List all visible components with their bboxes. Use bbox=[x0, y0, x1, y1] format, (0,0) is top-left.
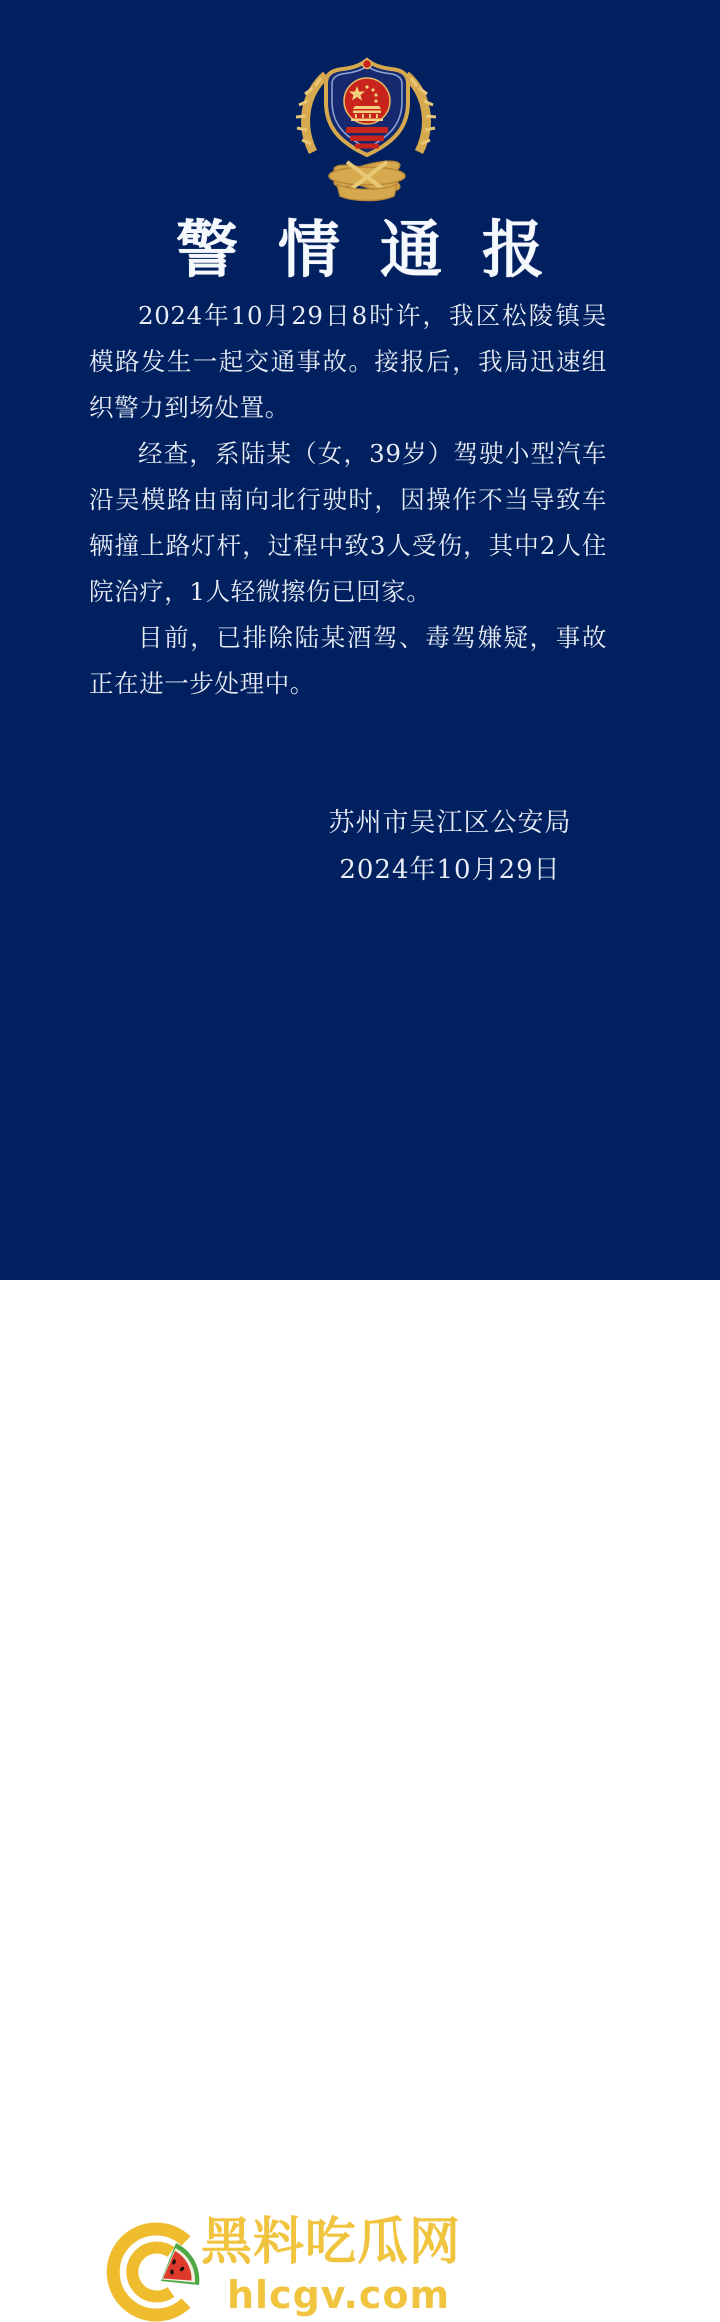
site-url: hlcgv.com bbox=[227, 2273, 451, 2317]
notice-paragraph: 2024年10月29日8时许，我区松陵镇吴模路发生一起交通事故。接报后，我局迅速组织警力到场处置。 bbox=[89, 301, 607, 422]
notice-paragraph: 目前，已排除陆某酒驾、毒驾嫌疑，事故正在进一步处理中。 bbox=[89, 623, 607, 698]
signature-date: 2024年10月29日 bbox=[339, 855, 561, 885]
site-name: 黑料吃瓜网 bbox=[201, 2213, 462, 2272]
watermark-brand bbox=[0, 1100, 720, 2317]
notice-paragraph: 经查，系陆某（女，39岁）驾驶小型汽车沿吴模路由南向北行驶时，因操作不当导致车辆撞上路灯杆，过程中致3人受伤，其中2人住院治疗，1人轻微擦伤已回家。 bbox=[89, 439, 607, 606]
signature-agency: 苏州市吴江区公安局 bbox=[328, 808, 572, 838]
notice-body bbox=[89, 293, 607, 707]
watermelon-logo-icon bbox=[106, 2222, 206, 2322]
police-badge-icon bbox=[291, 56, 441, 203]
notice-signature bbox=[280, 800, 620, 894]
notice-title: 警情通报 bbox=[175, 213, 584, 286]
